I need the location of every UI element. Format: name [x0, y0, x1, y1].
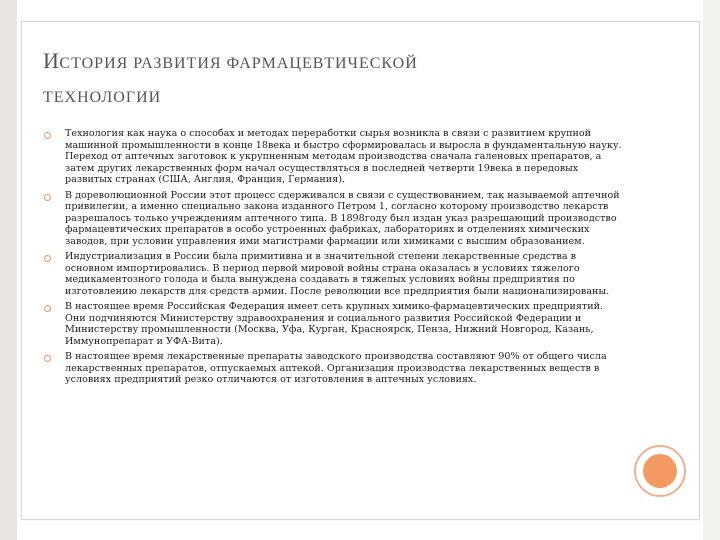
title-line-2: ТЕХНОЛОГИИ — [43, 89, 162, 106]
bullet-text: Индустриализация в России была примитивна и в значительной степени лекарственные средства в основном импортировались. В период первой мировой войны страна оказалась в условиях тяжелого медикаментозного голода и была вынуждена создавать в тяжелых условиях войны предприятия по изготовлению лекарств для средств армии. После революции все предприятия были национализированы. — [65, 251, 610, 297]
bullet-circle-icon — [44, 132, 51, 139]
title-line-1-rest: СТОРИЯ РАЗВИТИЯ ФАРМАЦЕВТИЧЕСКОЙ — [59, 55, 418, 72]
bullet-circle-icon — [44, 194, 51, 201]
bullet-circle-icon — [44, 255, 51, 262]
title-initial: И — [43, 48, 60, 73]
bullet-item — [44, 251, 624, 297]
bullet-text: Технология как наука о способах и методах переработки сырья возникла в связи с развитием крупной машинной промышленности в конце 18века и быстро сформировалась и выросла в фундаментальную науку. Переход от аптечных заготовок к укрупненным методам производства сначала галеновых препаратов, а затем других лекарственных форм начал осуществляться в последней четверти 19века в передовых развитых странах (США, Англия, Франция, Германия). — [65, 128, 622, 185]
bullet-text: В настоящее время Российская Федерация имеет сеть крупных химико-фармацевтических предприятий. Они подчиняются Министерству здравоохранения и социального развития Российской Федерации и Министерству промышленности (Москва, Уфа, Курган, Красноярск, Пенза, Нижний Новгород, Казань, Иммунопрепарат и УФА-Вита). — [65, 301, 604, 347]
bullet-list — [44, 128, 624, 390]
left-decor-stripe — [0, 0, 17, 540]
right-decor-stripe — [703, 0, 720, 540]
bullet-text: В настоящее время лекарственные препараты заводского производства составляют 90% от общего числа лекарственных препаратов, отпускаемых аптекой. Организация производства лекарственных веществ в условиях предприятий резко отличаются от изготовления в аптечных условиях. — [65, 351, 607, 385]
slide-title — [43, 44, 663, 115]
bullet-item — [44, 128, 624, 186]
bullet-circle-icon — [44, 305, 51, 312]
bullet-item — [44, 351, 624, 386]
bullet-item — [44, 301, 624, 347]
bullet-text: В дореволюционной России этот процесс сдерживался в связи с существованием, так называемой аптечной привилегии, а именно специально закона изданного Петром 1, согласно которому производство лекарств разрешалось только учреждениям аптечного типа. В 1898году был издан указ разрешающий производство фармацевтических препаратов в особо устроенных фабриках, лабораториях и отделениях химических заводов, при условии управления ими магистрами фармации или химиками с высшим образованием. — [65, 189, 620, 247]
bullet-circle-icon — [44, 355, 51, 362]
bullet-item — [44, 190, 624, 248]
decor-circle-inner — [643, 454, 677, 488]
title-line-1 — [43, 44, 663, 81]
